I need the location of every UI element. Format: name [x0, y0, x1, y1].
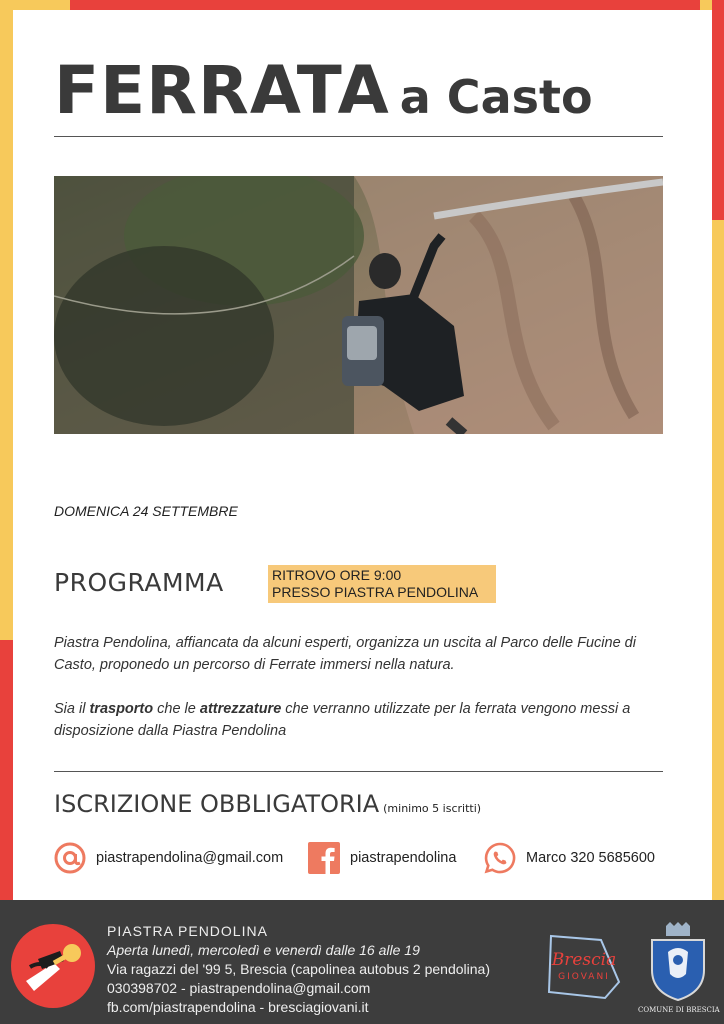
brescia-giovani-line1: Brescia [551, 950, 617, 970]
p2-text-a: Sia il [54, 701, 90, 717]
contact-facebook[interactable] [308, 842, 456, 874]
brescia-giovani-logo[interactable] [545, 932, 623, 1000]
whatsapp-icon [484, 842, 516, 874]
footer-phone-email: 030398702 - piastrapendolina@gmail.com [107, 980, 371, 996]
title-divider [54, 136, 663, 137]
description-paragraph-1: Piastra Pendolina, affiancata da alcuni esperti, organizza un uscita al Parco delle Fucine di Casto, proponedo un percorso di Ferrate immersi nella natura. [54, 635, 636, 673]
p2-text-c: che le [153, 701, 200, 717]
border-right [712, 0, 724, 905]
programma-heading: PROGRAMMA [54, 568, 224, 597]
facebook-icon [308, 842, 340, 874]
page-title [54, 52, 593, 129]
footer [0, 904, 724, 1024]
footer-info [107, 922, 490, 1017]
contact-email[interactable] [54, 842, 283, 874]
whatsapp-text: Marco 320 5685600 [526, 850, 655, 866]
meeting-time: RITROVO ORE 9:00 [272, 567, 402, 583]
border-left [0, 0, 13, 905]
meeting-place: PRESSO PIASTRA PENDOLINA [272, 584, 479, 600]
registration-heading [54, 790, 481, 818]
climber-photo [54, 176, 663, 434]
footer-org-name: PIASTRA PENDOLINA [107, 923, 268, 939]
at-icon [54, 842, 86, 874]
registration-title: ISCRIZIONE OBBLIGATORIA [54, 790, 380, 818]
contact-whatsapp[interactable] [484, 842, 655, 874]
email-text: piastrapendolina@gmail.com [96, 850, 284, 866]
event-date: DOMENICA 24 SETTEMBRE [54, 503, 238, 519]
p2-bold-trasporto: trasporto [89, 701, 154, 717]
border-top [0, 0, 724, 10]
facebook-text: piastrapendolina [350, 850, 457, 866]
comune-di-brescia-logo [638, 922, 718, 1018]
title-main: FERRATA [54, 52, 390, 129]
comune-crest-icon [638, 922, 718, 1004]
meeting-box [268, 565, 496, 603]
comune-text: COMUNE DI BRESCIA [638, 1006, 720, 1014]
brescia-giovani-line2: GIOVANI [558, 972, 610, 982]
title-sub: a Casto [399, 70, 593, 124]
footer-web: fb.com/piastrapendolina - bresciagiovani.it [107, 999, 369, 1015]
footer-address: Via ragazzi del '99 5, Brescia (capolinea autobus 2 pendolina) [107, 961, 490, 977]
p2-text-e: che verranno utilizzate per la ferrata vengono messi a disposizione dalla Piastra Pendolina [54, 701, 631, 739]
section-divider [54, 771, 663, 772]
footer-hours: Aperta lunedì, mercoledì e venerdì dalle 16 alle 19 [107, 942, 420, 958]
registration-note: (minimo 5 iscritti) [383, 802, 482, 815]
p2-bold-attrezzature: attrezzature [199, 701, 282, 717]
piastra-pendolina-logo [10, 923, 96, 1009]
description-paragraph-2 [54, 698, 669, 742]
